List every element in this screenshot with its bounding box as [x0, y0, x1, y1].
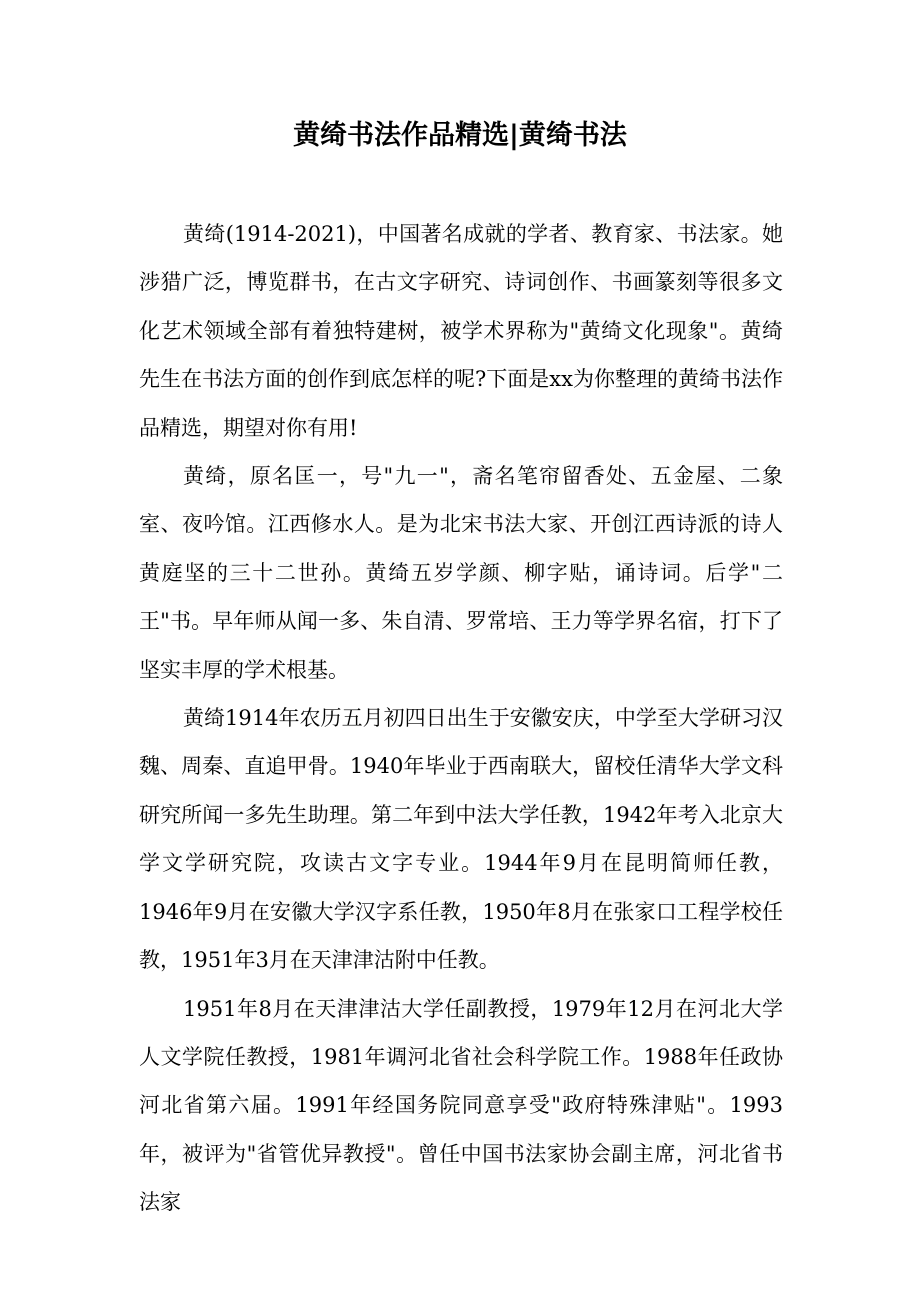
- paragraph-intro: 黄绮(1914-2021)，中国著名成就的学者、教育家、书法家。她涉猎广泛，博览群书，在古文字研究、诗词创作、书画篆刻等很多文化艺术领域全部有着独特建树，被学术界称为"黄绮文化现象"。黄绮先生在书法方面的创作到底怎样的呢?下面是xx为你整理的黄绮书法作品精选，期望对你有用!: [139, 222, 783, 440]
- paragraph-later-career: 1951年8月在天津津沽大学任副教授，1979年12月在河北大学人文学院任教授，1981年调河北省社会科学院工作。1988年任政协河北省第六届。1991年经国务院同意享受"政府特殊津贴"。1993年，被评为"省管优异教授"。曾任中国书法家协会副主席，河北省书法家: [139, 996, 783, 1215]
- document-body: [139, 210, 783, 1227]
- document-title: 黄绮书法作品精选|黄绮书法: [293, 120, 627, 151]
- paragraph-early-career: 黄绮1914年农历五月初四日出生于安徽安庆，中学至大学研习汉魏、周秦、直追甲骨。1940年毕业于西南联大，留校任清华大学文科研究所闻一多先生助理。第二年到中法大学任教，1942年考入北京大学文学研究院，攻读古文字专业。1944年9月在昆明简师任教，1946年9月在安徽大学汉字系任教，1950年8月在张家口工程学校任教，1951年3月在天津津沽附中任教。: [139, 706, 783, 973]
- paragraph-biography: 黄绮，原名匡一，号"九一"，斋名笔帘留香处、五金屋、二象室、夜吟馆。江西修水人。是为北宋书法大家、开创江西诗派的诗人黄庭坚的三十二世孙。黄绮五岁学颜、柳字贴，诵诗词。后学"二王"书。早年师从闻一多、朱自清、罗常培、王力等学界名宿，打下了坚实丰厚的学术根基。: [139, 464, 783, 682]
